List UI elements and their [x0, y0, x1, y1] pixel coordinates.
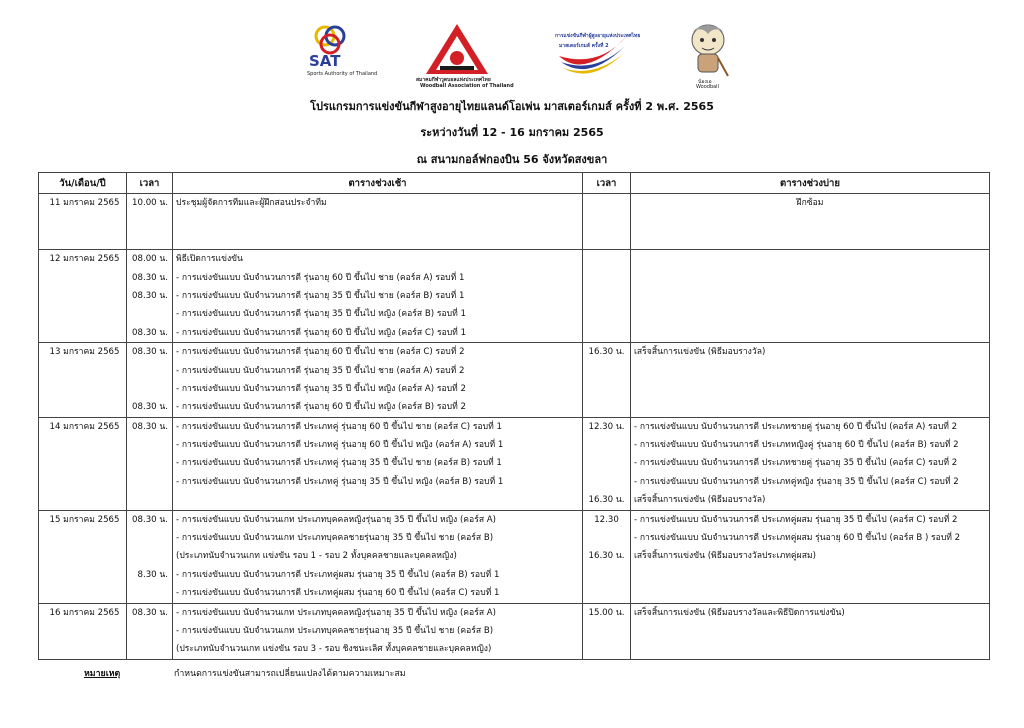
morning-cell — [173, 250, 583, 343]
afternoon-item: - การแข่งขันแบบ นับจำนวนการตี ประเภทชายคู่ รุ่นอายุ 35 ปี ขึ้นไป (คอร์ส C) รอบที่ 2 — [634, 458, 958, 469]
morning-item: พิธีเปิดการแข่งขัน — [176, 254, 243, 265]
time-am-text — [127, 454, 172, 472]
time-am-text: 08.30 น. — [132, 347, 168, 358]
morning-item: - การแข่งขันแบบ นับจำนวนการตี รุ่นอายุ 60 ปี ขึ้นไป หญิง (คอร์ส B) รอบที่ 2 — [176, 402, 466, 413]
sat-logo — [305, 22, 378, 82]
time-pm-cell — [583, 194, 631, 250]
morning-item: - การแข่งขันแบบ นับจำนวนการตี รุ่นอายุ 35 ปี ขึ้นไป หญิง (คอร์ส B) รอบที่ 1 — [176, 309, 466, 320]
afternoon-item — [631, 287, 989, 305]
afternoon-item: - การแข่งขันแบบ นับจำนวนการตี ประเภทคู่ผสม รุ่นอายุ 35 ปี ขึ้นไป (คอร์ส C) รอบที่ 2 — [634, 514, 958, 525]
mascot-image — [684, 22, 732, 92]
time-pm-text — [583, 212, 630, 230]
time-pm-text — [583, 398, 630, 416]
time-am-text: 08.00 น. — [132, 254, 168, 265]
time-pm-text — [583, 622, 630, 640]
schedule-row — [39, 417, 990, 510]
morning-item: - การแข่งขันแบบ นับจำนวนการตี ประเภทคู่ รุ่นอายุ 35 ปี ขึ้นไป หญิง (คอร์ส B) รอบที่ 1 — [176, 476, 504, 487]
time-pm-text — [583, 640, 630, 658]
schedule-body — [39, 194, 990, 660]
morning-item: - การแข่งขันแบบ นับจำนวนการตี รุ่นอายุ 60 ปี ขึ้นไป ชาย (คอร์ส C) รอบที่ 2 — [176, 347, 465, 358]
date-cell — [39, 250, 127, 343]
afternoon-item: เสร็จสิ้นการแข่งขัน (พิธีมอบรางวัลประเภทคู่ผสม) — [634, 551, 816, 562]
document-title: โปรแกรมการแข่งขันกีฬาสูงอายุไทยแลนด์โอเพ่น มาสเตอร์เกมส์ ครั้งที่ 2 พ.ศ. 2565 — [310, 100, 714, 113]
afternoon-item — [631, 324, 989, 342]
header-row — [39, 173, 990, 194]
time-am-text: 08.30 น. — [132, 421, 168, 432]
afternoon-item: - การแข่งขันแบบ นับจำนวนการตี ประเภทคู่หญิง รุ่นอายุ 35 ปี ขึ้นไป (คอร์ส C) รอบที่ 2 — [634, 476, 959, 487]
time-pm-text — [583, 473, 630, 491]
date-text: 12 มกราคม 2565 — [49, 254, 120, 265]
date-text: 15 มกราคม 2565 — [49, 514, 120, 525]
time-pm-text — [583, 436, 630, 454]
morning-item: ประชุมผู้จัดการทีมและผู้ฝึกสอนประจำทีม — [176, 198, 327, 208]
schedule-row — [39, 194, 990, 250]
morning-cell — [173, 343, 583, 418]
woodball-association-logo — [414, 22, 514, 92]
date-text: 11 มกราคม 2565 — [49, 198, 120, 208]
morning-item: - การแข่งขันแบบ นับจำนวนเกท ประเภทบุคคลหญิงรุ่นอายุ 35 ปี ขึ้นไป หญิง (คอร์ส A) — [176, 607, 497, 618]
afternoon-cell — [631, 194, 990, 250]
date-text: 16 มกราคม 2565 — [49, 607, 120, 618]
afternoon-item — [631, 231, 989, 249]
date-cell — [39, 603, 127, 659]
venue: ณ สนามกอล์ฟกองบิน 56 จังหวัดสงขลา — [416, 153, 608, 166]
time-pm-cell — [583, 343, 631, 418]
morning-item: - การแข่งขันแบบ นับจำนวนการตี รุ่นอายุ 60 ปี ขึ้นไป ชาย (คอร์ส A) รอบที่ 1 — [176, 272, 465, 283]
time-am-text: 08.30 น. — [132, 290, 168, 301]
time-am-text: 08.30 น. — [132, 514, 168, 525]
sat-logo-text: SAT — [309, 52, 341, 70]
schedule-row — [39, 343, 990, 418]
time-pm-text — [583, 584, 630, 602]
note-label: หมายเหตุ — [84, 669, 121, 679]
time-am-text — [127, 362, 172, 380]
time-am-text: 08.30 น. — [132, 327, 168, 338]
morning-item: - การแข่งขันแบบ นับจำนวนการตี ประเภทคู่ รุ่นอายุ 60 ปี ขึ้นไป หญิง (คอร์ส A) รอบที่ 1 — [176, 440, 504, 451]
sat-logo-sub: Sports Authority of Thailand — [307, 71, 378, 77]
afternoon-item — [631, 584, 989, 602]
time-pm-text — [583, 566, 630, 584]
morning-item: - การแข่งขันแบบ นับจำนวนเกท ประเภทบุคคลหญิงรุ่นอายุ 35 ปี ขึ้นไป หญิง (คอร์ส A) — [176, 514, 497, 525]
mascot-line1: น้องเอ — [698, 79, 712, 85]
time-pm-text — [583, 305, 630, 323]
morning-item: - การแข่งขันแบบ นับจำนวนการตี ประเภทคู่ผสม รุ่นอายุ 35 ปี ขึ้นไป (คอร์ส B) รอบที่ 1 — [176, 569, 500, 580]
wat-logo-thai: สมาคมกีฬาวูดบอลแห่งประเทศไทย — [416, 77, 491, 83]
time-am-text: 8.30 น. — [137, 569, 168, 580]
header-time-am: เวลา — [127, 173, 173, 194]
schedule-row — [39, 603, 990, 659]
morning-item: - การแข่งขันแบบ นับจำนวนการตี ประเภทคู่ผสม รุ่นอายุ 60 ปี ขึ้นไป (คอร์ส C) รอบที่ 1 — [176, 588, 500, 599]
morning-cell — [173, 417, 583, 510]
date-cell — [39, 417, 127, 510]
time-am-text — [127, 622, 172, 640]
afternoon-cell — [631, 510, 990, 603]
afternoon-item — [631, 640, 989, 658]
time-pm-cell — [583, 510, 631, 603]
morning-item: - การแข่งขันแบบ นับจำนวนเกท ประเภทบุคคลชายรุ่นอายุ 35 ปี ขึ้นไป ชาย (คอร์ส B) — [176, 533, 494, 544]
date-range: ระหว่างวันที่ 12 - 16 มกราคม 2565 — [420, 126, 604, 139]
time-am-text — [127, 436, 172, 454]
time-pm-text — [583, 324, 630, 342]
time-pm-text — [583, 454, 630, 472]
morning-item — [173, 231, 582, 249]
logo-row — [0, 22, 1024, 92]
morning-item: - การแข่งขันแบบ นับจำนวนเกท ประเภทบุคคลชายรุ่นอายุ 35 ปี ขึ้นไป ชาย (คอร์ส B) — [176, 625, 494, 636]
time-pm-cell — [583, 603, 631, 659]
schedule-table — [38, 172, 990, 660]
time-am-text: 08.30 น. — [132, 272, 168, 283]
afternoon-cell — [631, 250, 990, 343]
morning-cell — [173, 603, 583, 659]
time-am-text — [127, 473, 172, 491]
mascot-line2: Woodball — [696, 84, 719, 90]
time-am-cell — [127, 250, 173, 343]
schedule-row — [39, 510, 990, 603]
time-am-text: 08.30 น. — [132, 607, 168, 618]
afternoon-item — [631, 380, 989, 398]
afternoon-item — [631, 362, 989, 380]
time-am-cell — [127, 510, 173, 603]
time-am-text — [127, 380, 172, 398]
time-am-text — [127, 491, 172, 509]
afternoon-item — [631, 566, 989, 584]
afternoon-item — [631, 250, 989, 268]
time-pm-text: 16.30 น. — [588, 495, 625, 506]
time-am-text — [127, 231, 172, 249]
header-morning: ตารางช่วงเช้า — [173, 173, 583, 194]
morning-item — [173, 491, 582, 509]
afternoon-item — [631, 622, 989, 640]
wat-logo-eng: Woodball Association of Thailand — [420, 83, 514, 89]
afternoon-item — [631, 398, 989, 416]
time-pm-text — [583, 231, 630, 249]
morning-item: - การแข่งขันแบบ นับจำนวนการตี ประเภทคู่ รุ่นอายุ 60 ปี ขึ้นไป ชาย (คอร์ส C) รอบที่ 1 — [176, 421, 502, 432]
morning-cell — [173, 510, 583, 603]
time-am-text: 08.30 น. — [132, 402, 168, 413]
time-am-text — [127, 529, 172, 547]
time-pm-cell — [583, 250, 631, 343]
time-pm-text: 16.30 น. — [588, 347, 625, 358]
time-am-cell — [127, 194, 173, 250]
date-text: 13 มกราคม 2565 — [49, 347, 120, 358]
morning-item: - การแข่งขันแบบ นับจำนวนการตี รุ่นอายุ 35 ปี ขึ้นไป ชาย (คอร์ส A) รอบที่ 2 — [176, 365, 465, 376]
afternoon-item: - การแข่งขันแบบ นับจำนวนการตี ประเภทคู่ผสม รุ่นอายุ 60 ปี ขึ้นไป (คอร์ส B ) รอบที่ 2 — [634, 533, 961, 544]
time-pm-text: 12.30 น. — [588, 421, 625, 432]
afternoon-item — [631, 212, 989, 230]
afternoon-item — [631, 305, 989, 323]
schedule-row — [39, 250, 990, 343]
time-am-text: 10.00 น. — [132, 198, 168, 208]
morning-item: - การแข่งขันแบบ นับจำนวนการตี รุ่นอายุ 60 ปี ขึ้นไป หญิง (คอร์ส C) รอบที่ 1 — [176, 327, 467, 338]
date-text: 14 มกราคม 2565 — [49, 421, 120, 432]
afternoon-item: - การแข่งขันแบบ นับจำนวนการตี ประเภทชายคู่ รุ่นอายุ 60 ปี ขึ้นไป (คอร์ส A) รอบที่ 2 — [634, 421, 958, 432]
morning-item: - การแข่งขันแบบ นับจำนวนการตี รุ่นอายุ 35 ปี ขึ้นไป หญิง (คอร์ส A) รอบที่ 2 — [176, 383, 466, 394]
time-pm-text — [583, 250, 630, 268]
afternoon-item: เสร็จสิ้นการแข่งขัน (พิธีมอบรางวัลและพิธีปิดการแข่งขัน) — [634, 607, 845, 618]
time-pm-text: 16.30 น. — [588, 551, 625, 562]
header-date: วัน/เดือน/ปี — [39, 173, 127, 194]
masters-games-line1: การแข่งขันกีฬาผู้สูงอายุแห่งประเทศไทย — [555, 33, 641, 39]
date-cell — [39, 194, 127, 250]
time-am-cell — [127, 343, 173, 418]
morning-item: - การแข่งขันแบบ นับจำนวนการตี รุ่นอายุ 35 ปี ขึ้นไป ชาย (คอร์ส B) รอบที่ 1 — [176, 290, 465, 301]
afternoon-item — [631, 269, 989, 287]
morning-item: - การแข่งขันแบบ นับจำนวนการตี ประเภทคู่ รุ่นอายุ 35 ปี ขึ้นไป ชาย (คอร์ส B) รอบที่ 1 — [176, 458, 502, 469]
time-am-text — [127, 547, 172, 565]
afternoon-item: เสร็จสิ้นการแข่งขัน (พิธีมอบรางวัล) — [634, 495, 766, 506]
date-cell — [39, 343, 127, 418]
header-time-pm: เวลา — [583, 173, 631, 194]
afternoon-cell — [631, 417, 990, 510]
time-pm-text — [583, 380, 630, 398]
time-pm-text — [583, 362, 630, 380]
morning-item: (ประเภทนับจำนวนเกท แข่งขัน รอบ 1 - รอบ 2 ทั้งบุคคลชายและบุคคลหญิง) — [176, 551, 457, 562]
masters-games-line2: มาสเตอร์เกมส์ ครั้งที่ 2 — [559, 43, 609, 49]
morning-item — [173, 212, 582, 230]
afternoon-item: - การแข่งขันแบบ นับจำนวนการตี ประเภทหญิงคู่ รุ่นอายุ 60 ปี ขึ้นไป (คอร์ส B) รอบที่ 2 — [634, 440, 959, 451]
time-am-text — [127, 584, 172, 602]
time-pm-text: 12.30 — [594, 514, 619, 525]
time-pm-cell — [583, 417, 631, 510]
time-am-text — [127, 640, 172, 658]
time-am-text — [127, 305, 172, 323]
afternoon-item: เสร็จสิ้นการแข่งขัน (พิธีมอบรางวัล) — [634, 347, 766, 358]
time-am-text — [127, 212, 172, 230]
time-pm-text — [583, 269, 630, 287]
time-am-cell — [127, 603, 173, 659]
date-cell — [39, 510, 127, 603]
afternoon-cell — [631, 603, 990, 659]
time-pm-text — [583, 529, 630, 547]
masters-games-logo — [555, 22, 641, 82]
header-afternoon: ตารางช่วงบ่าย — [631, 173, 990, 194]
time-pm-text: 15.00 น. — [588, 607, 625, 618]
afternoon-cell — [631, 343, 990, 418]
time-pm-text — [583, 287, 630, 305]
afternoon-item: ฝึกซ้อม — [796, 198, 824, 208]
time-am-cell — [127, 417, 173, 510]
morning-item: (ประเภทนับจำนวนเกท แข่งขัน รอบ 3 - รอบ ชิงชนะเลิศ ทั้งบุคคลชายและบุคคลหญิง) — [176, 644, 492, 655]
time-pm-text — [583, 194, 630, 212]
morning-cell — [173, 194, 583, 250]
note-text: กำหนดการแข่งขันสามารถเปลี่ยนแปลงได้ตามความเหมาะสม — [174, 669, 406, 679]
